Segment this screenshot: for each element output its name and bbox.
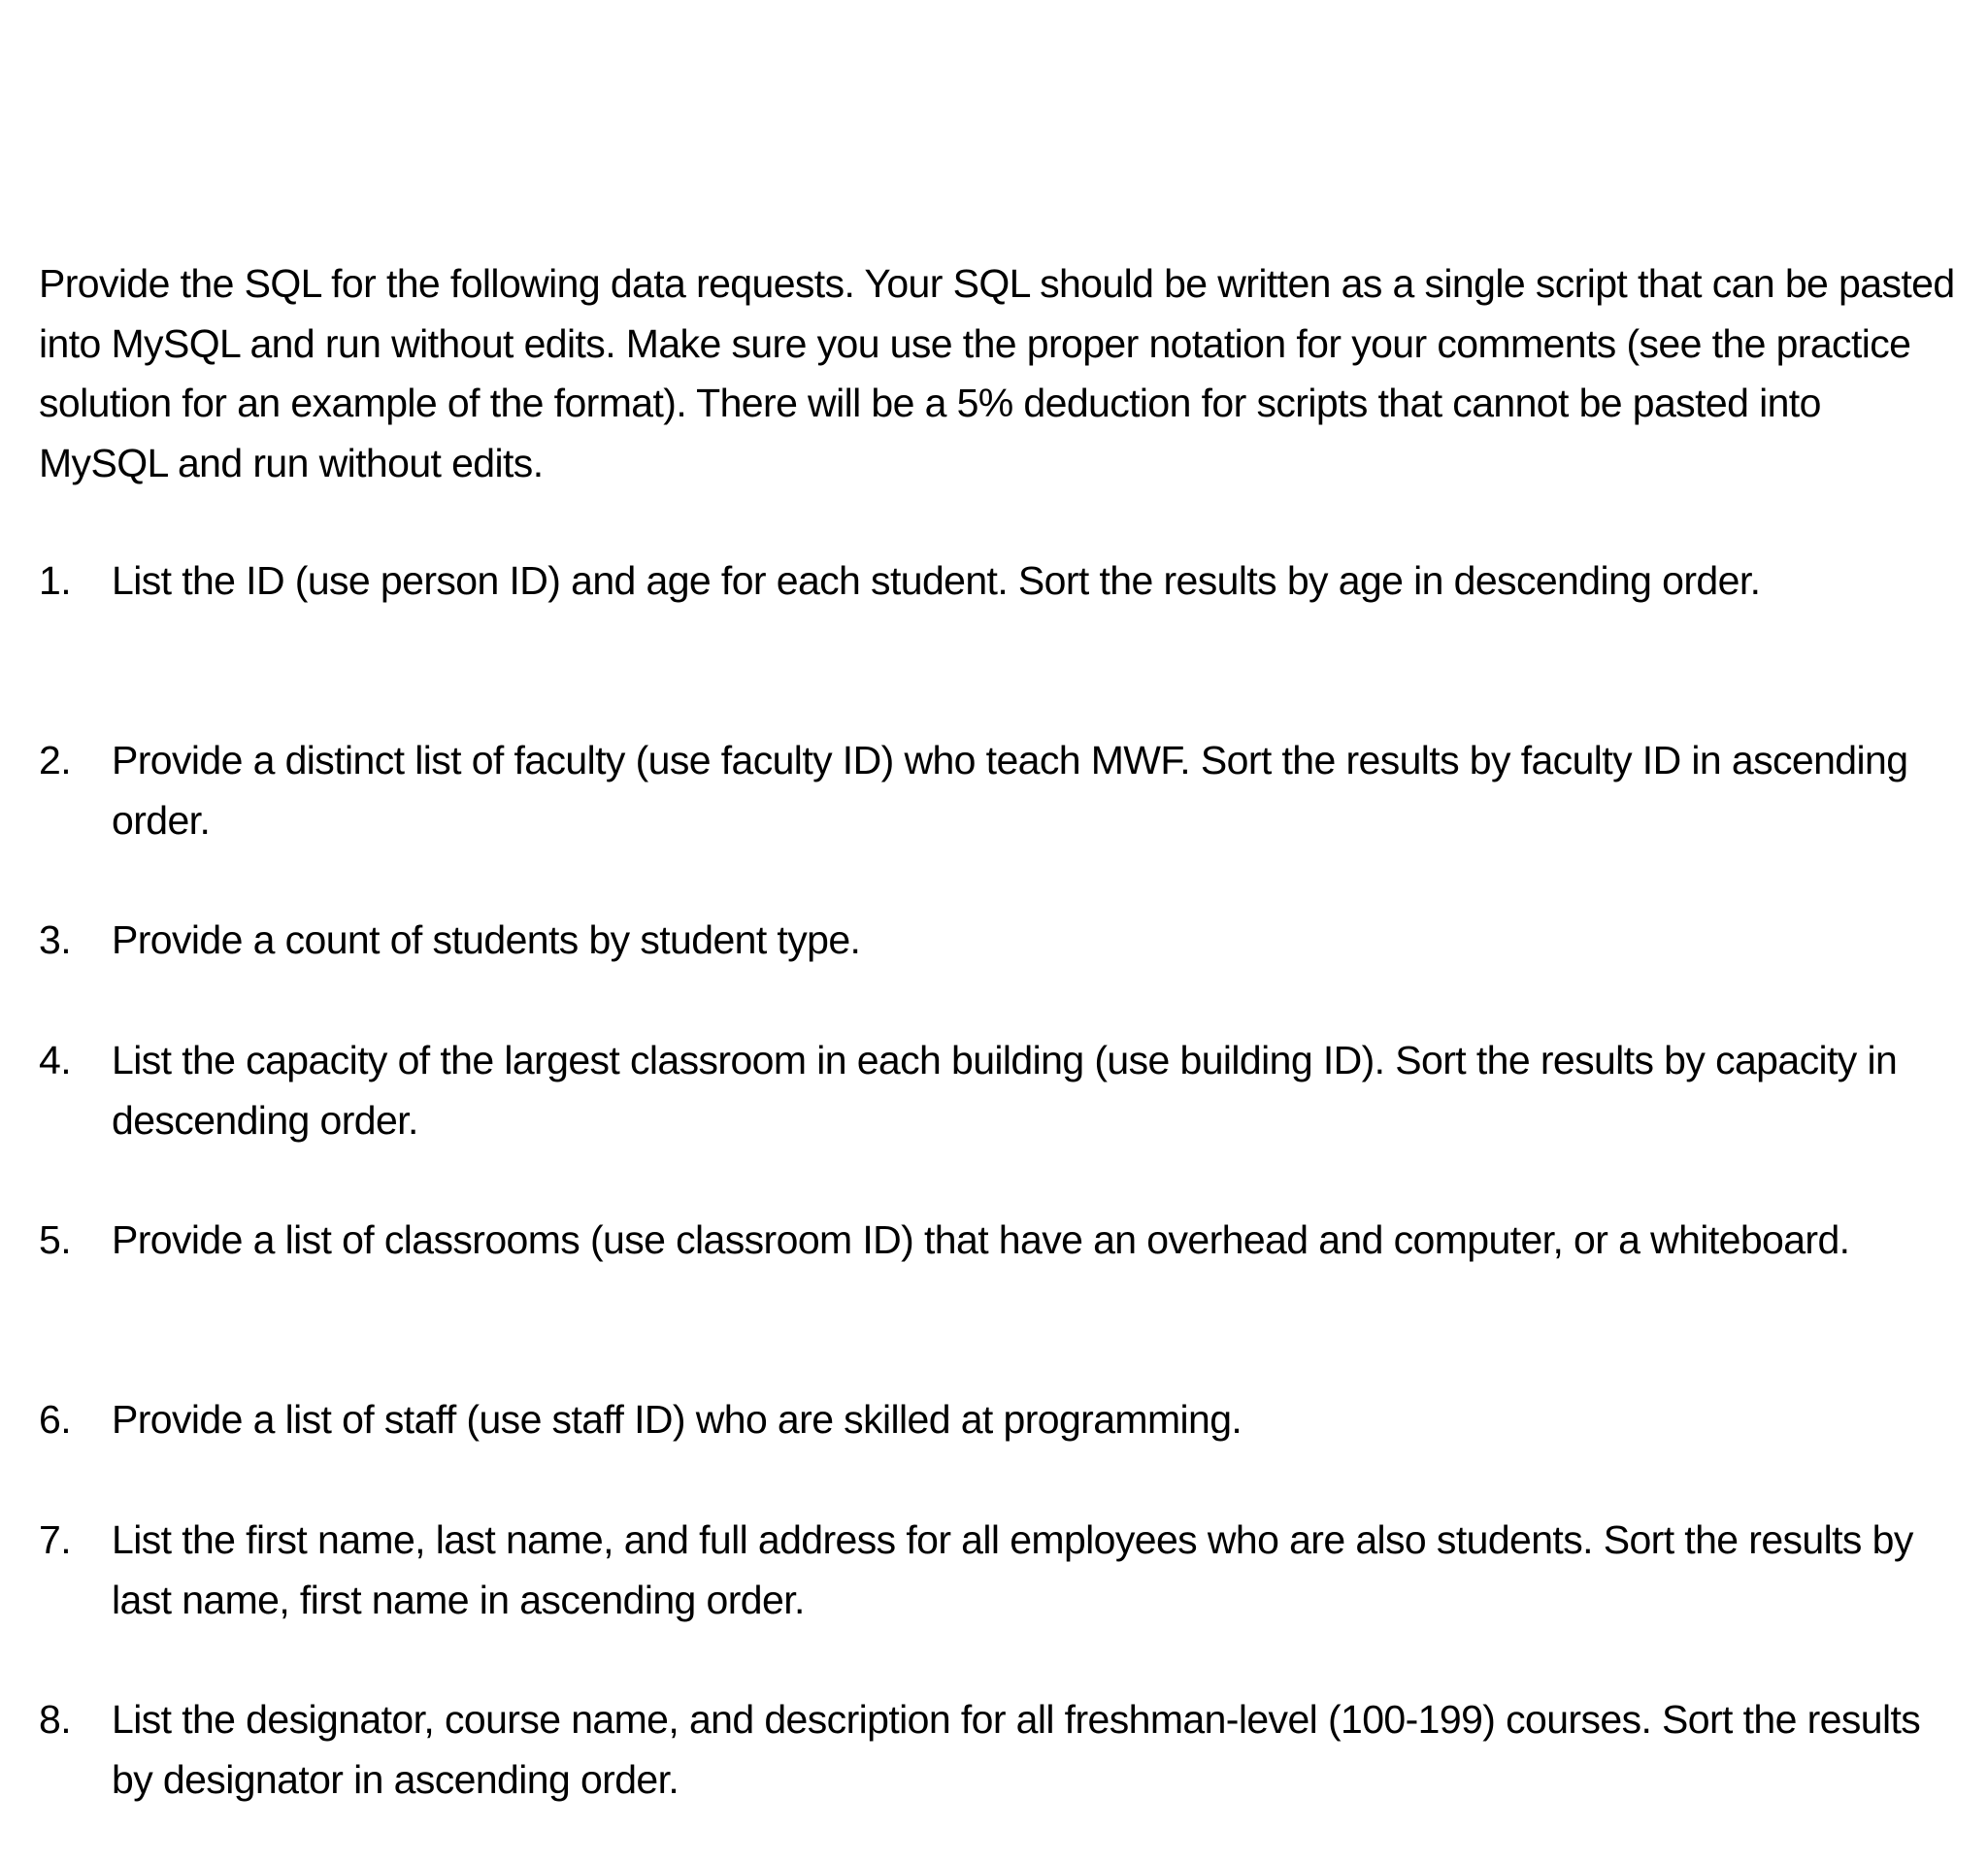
item-number: 5.	[39, 1217, 71, 1262]
item-number: 1.	[39, 558, 71, 603]
item-text: Provide a list of classrooms (use classroom ID) that have an overhead and computer, or a whiteboard.	[112, 1217, 1850, 1262]
list-item	[39, 1511, 1956, 1630]
item-number: 8.	[39, 1697, 71, 1742]
item-text: List the capacity of the largest classroom in each building (use building ID). Sort the results by capacity in descending order.	[112, 1038, 1898, 1143]
item-number: 2.	[39, 738, 71, 782]
list-item	[39, 551, 1956, 612]
item-text: Provide a distinct list of faculty (use faculty ID) who teach MWF. Sort the results by faculty ID in ascending order.	[112, 738, 1908, 843]
list-item	[39, 731, 1956, 850]
list-item	[39, 911, 1956, 971]
item-number: 4.	[39, 1038, 71, 1082]
item-text: List the designator, course name, and description for all freshman-level (100-199) courses. Sort the results by designator in ascending order.	[112, 1697, 1921, 1802]
list-item	[39, 1390, 1956, 1450]
item-text: List the ID (use person ID) and age for each student. Sort the results by age in descending order.	[112, 558, 1761, 603]
list-item	[39, 1690, 1956, 1810]
item-text: List the first name, last name, and full address for all employees who are also students. Sort the results by last name, first name in ascending order.	[112, 1517, 1913, 1622]
item-text: Provide a list of staff (use staff ID) who are skilled at programming.	[112, 1397, 1242, 1442]
list-item	[39, 1031, 1956, 1150]
item-number: 3.	[39, 917, 71, 962]
list-item	[39, 1211, 1956, 1271]
item-text: Provide a count of students by student type.	[112, 917, 861, 962]
instructions-paragraph: Provide the SQL for the following data requests. Your SQL should be written as a single script that can be pasted into MySQL and run without edits. Make sure you use the proper notation for your comments (see the practice solution for an example of the format). There will be a 5% deduction for scripts that cannot be pasted into MySQL and run without edits.	[39, 261, 1955, 485]
item-number: 7.	[39, 1517, 71, 1562]
item-number: 6.	[39, 1397, 71, 1442]
